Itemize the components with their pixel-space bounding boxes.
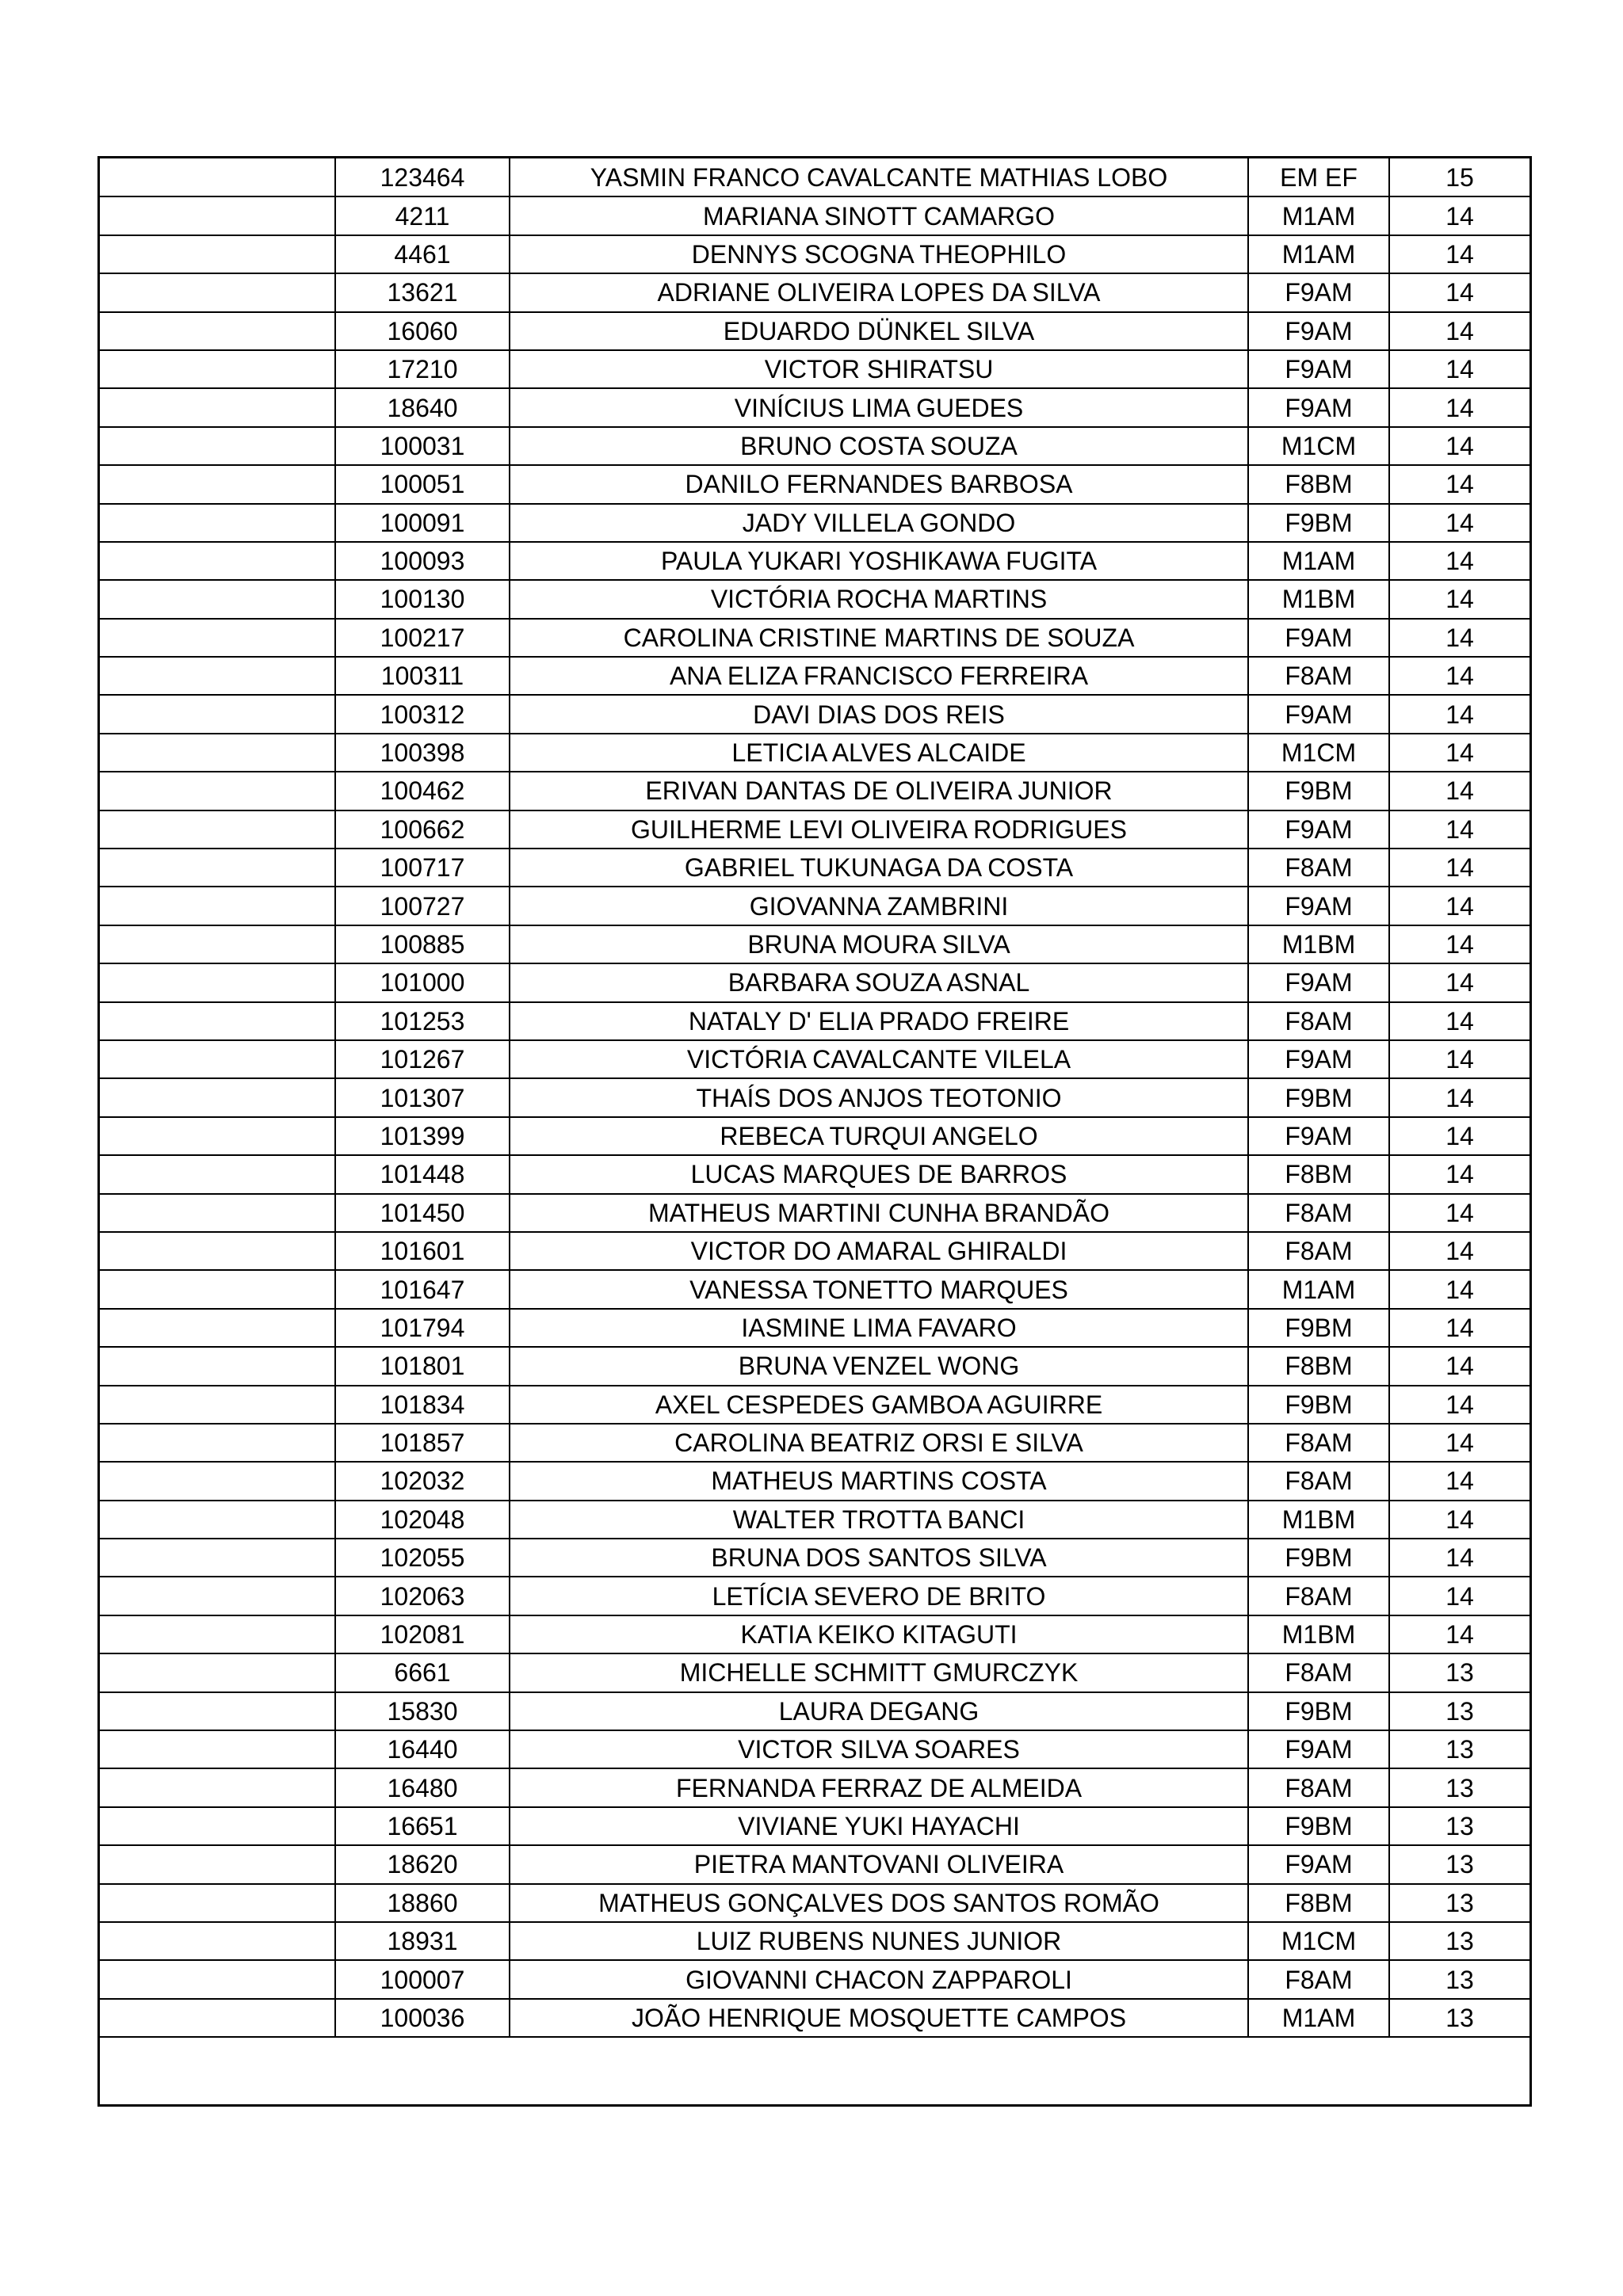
class-cell: F9AM	[1248, 273, 1389, 311]
student-name-cell: VICTÓRIA ROCHA MARTINS	[510, 580, 1248, 618]
score-cell: 13	[1389, 1960, 1529, 1998]
student-id-cell: 102055	[335, 1539, 510, 1577]
student-id-cell: 100036	[335, 1999, 510, 2037]
student-id-cell: 15830	[335, 1692, 510, 1730]
blank-cell	[100, 1653, 335, 1691]
table-row	[100, 1155, 1529, 1193]
student-id-cell: 18860	[335, 1884, 510, 1922]
score-cell: 14	[1389, 1155, 1529, 1193]
score-cell: 13	[1389, 1692, 1529, 1730]
blank-cell	[100, 695, 335, 733]
class-cell: F9BM	[1248, 1386, 1389, 1424]
class-cell: M1AM	[1248, 196, 1389, 235]
student-name-cell: MATHEUS MARTINS COSTA	[510, 1462, 1248, 1500]
score-cell: 14	[1389, 1539, 1529, 1577]
blank-cell	[100, 1078, 335, 1116]
class-cell: M1CM	[1248, 734, 1389, 772]
table-row	[100, 695, 1529, 733]
student-id-cell: 4211	[335, 196, 510, 235]
blank-cell	[100, 1117, 335, 1155]
student-id-cell: 101267	[335, 1040, 510, 1078]
student-name-cell: VINÍCIUS LIMA GUEDES	[510, 388, 1248, 426]
table-row	[100, 312, 1529, 350]
blank-cell	[100, 1386, 335, 1424]
score-cell: 14	[1389, 1347, 1529, 1385]
student-name-cell: FERNANDA FERRAZ DE ALMEIDA	[510, 1768, 1248, 1806]
student-name-cell: DAVI DIAS DOS REIS	[510, 695, 1248, 733]
table-row	[100, 1424, 1529, 1462]
class-cell: F9AM	[1248, 312, 1389, 350]
blank-cell	[100, 1539, 335, 1577]
class-cell: M1AM	[1248, 1999, 1389, 2037]
table-row	[100, 810, 1529, 849]
blank-cell	[100, 963, 335, 1001]
student-name-cell: LETÍCIA SEVERO DE BRITO	[510, 1577, 1248, 1615]
blank-cell	[100, 312, 335, 350]
student-name-cell: BRUNA DOS SANTOS SILVA	[510, 1539, 1248, 1577]
score-cell: 14	[1389, 427, 1529, 465]
score-cell: 13	[1389, 1845, 1529, 1883]
score-cell: 14	[1389, 1577, 1529, 1615]
student-name-cell: DENNYS SCOGNA THEOPHILO	[510, 235, 1248, 273]
score-cell: 14	[1389, 1040, 1529, 1078]
score-cell: 13	[1389, 1768, 1529, 1806]
table-row	[100, 1002, 1529, 1040]
blank-cell	[100, 1615, 335, 1653]
blank-cell	[100, 772, 335, 810]
student-id-cell: 101000	[335, 963, 510, 1001]
score-cell: 14	[1389, 849, 1529, 887]
student-id-cell: 16480	[335, 1768, 510, 1806]
student-name-cell: VICTOR DO AMARAL GHIRALDI	[510, 1232, 1248, 1270]
class-cell: M1CM	[1248, 427, 1389, 465]
class-cell: M1AM	[1248, 542, 1389, 580]
blank-cell	[100, 619, 335, 657]
student-name-cell: VICTOR SILVA SOARES	[510, 1730, 1248, 1768]
score-cell: 14	[1389, 1615, 1529, 1653]
class-cell: F8BM	[1248, 465, 1389, 503]
student-name-cell: LAURA DEGANG	[510, 1692, 1248, 1730]
class-cell: F9AM	[1248, 1845, 1389, 1883]
student-id-cell: 18931	[335, 1922, 510, 1960]
score-cell: 14	[1389, 312, 1529, 350]
blank-cell	[100, 1960, 335, 1998]
blank-cell	[100, 1884, 335, 1922]
student-id-cell: 100051	[335, 465, 510, 503]
class-cell: M1BM	[1248, 1501, 1389, 1539]
student-id-cell: 100312	[335, 695, 510, 733]
class-cell: F8AM	[1248, 1577, 1389, 1615]
class-cell: F8AM	[1248, 1653, 1389, 1691]
class-cell: F8AM	[1248, 1002, 1389, 1040]
blank-cell	[100, 427, 335, 465]
blank-cell	[100, 504, 335, 542]
score-cell: 13	[1389, 1884, 1529, 1922]
table-row	[100, 1768, 1529, 1806]
table-row	[100, 1078, 1529, 1116]
table-row	[100, 1845, 1529, 1883]
blank-cell	[100, 1194, 335, 1232]
student-name-cell: LUIZ RUBENS NUNES JUNIOR	[510, 1922, 1248, 1960]
student-id-cell: 100093	[335, 542, 510, 580]
table-row	[100, 158, 1529, 196]
class-cell: M1BM	[1248, 1615, 1389, 1653]
score-cell: 14	[1389, 1270, 1529, 1308]
table-row	[100, 1730, 1529, 1768]
student-name-cell: VICTÓRIA CAVALCANTE VILELA	[510, 1040, 1248, 1078]
blank-cell	[100, 1768, 335, 1806]
student-id-cell: 101450	[335, 1194, 510, 1232]
table-row	[100, 1922, 1529, 1960]
blank-cell	[100, 1002, 335, 1040]
score-cell: 15	[1389, 158, 1529, 196]
table-row	[100, 1615, 1529, 1653]
student-id-cell: 102048	[335, 1501, 510, 1539]
score-cell: 14	[1389, 235, 1529, 273]
student-name-cell: PAULA YUKARI YOSHIKAWA FUGITA	[510, 542, 1248, 580]
class-cell: F9BM	[1248, 1807, 1389, 1845]
student-id-cell: 100091	[335, 504, 510, 542]
table-row	[100, 1040, 1529, 1078]
class-cell: M1CM	[1248, 1922, 1389, 1960]
table-row	[100, 196, 1529, 235]
student-id-cell: 101307	[335, 1078, 510, 1116]
score-cell: 14	[1389, 619, 1529, 657]
student-name-cell: VANESSA TONETTO MARQUES	[510, 1270, 1248, 1308]
score-cell: 14	[1389, 1002, 1529, 1040]
score-cell: 14	[1389, 273, 1529, 311]
student-name-cell: NATALY D' ELIA PRADO FREIRE	[510, 1002, 1248, 1040]
score-cell: 13	[1389, 1730, 1529, 1768]
student-id-cell: 101857	[335, 1424, 510, 1462]
class-cell: F8BM	[1248, 1884, 1389, 1922]
score-cell: 14	[1389, 772, 1529, 810]
student-name-cell: KATIA KEIKO KITAGUTI	[510, 1615, 1248, 1653]
score-cell: 14	[1389, 542, 1529, 580]
blank-cell	[100, 273, 335, 311]
class-cell: F8AM	[1248, 849, 1389, 887]
student-id-cell: 16440	[335, 1730, 510, 1768]
class-cell: F8AM	[1248, 1232, 1389, 1270]
table-row	[100, 1807, 1529, 1845]
student-name-cell: REBECA TURQUI ANGELO	[510, 1117, 1248, 1155]
score-cell: 14	[1389, 887, 1529, 925]
student-name-cell: ANA ELIZA FRANCISCO FERREIRA	[510, 657, 1248, 695]
student-id-cell: 101647	[335, 1270, 510, 1308]
table-row	[100, 273, 1529, 311]
score-cell: 14	[1389, 465, 1529, 503]
blank-cell	[100, 887, 335, 925]
table-row	[100, 657, 1529, 695]
score-cell: 14	[1389, 1501, 1529, 1539]
class-cell: F8AM	[1248, 1768, 1389, 1806]
student-name-cell: BRUNO COSTA SOUZA	[510, 427, 1248, 465]
student-name-cell: GABRIEL TUKUNAGA DA COSTA	[510, 849, 1248, 887]
class-cell: M1AM	[1248, 1270, 1389, 1308]
student-name-cell: WALTER TROTTA BANCI	[510, 1501, 1248, 1539]
student-name-cell: GIOVANNI CHACON ZAPPAROLI	[510, 1960, 1248, 1998]
student-name-cell: MATHEUS MARTINI CUNHA BRANDÃO	[510, 1194, 1248, 1232]
student-name-cell: BRUNA MOURA SILVA	[510, 925, 1248, 963]
student-name-cell: VICTOR SHIRATSU	[510, 350, 1248, 388]
table-row	[100, 772, 1529, 810]
table-row	[100, 1117, 1529, 1155]
blank-cell	[100, 1577, 335, 1615]
class-cell: F8AM	[1248, 1194, 1389, 1232]
blank-cell	[100, 1922, 335, 1960]
student-id-cell: 16651	[335, 1807, 510, 1845]
student-name-cell: CAROLINA BEATRIZ ORSI E SILVA	[510, 1424, 1248, 1462]
score-cell: 14	[1389, 580, 1529, 618]
student-id-cell: 4461	[335, 235, 510, 273]
student-name-cell: IASMINE LIMA FAVARO	[510, 1309, 1248, 1347]
blank-cell	[100, 1845, 335, 1883]
blank-cell	[100, 580, 335, 618]
class-cell: F8BM	[1248, 1155, 1389, 1193]
score-cell: 14	[1389, 1386, 1529, 1424]
student-name-cell: BRUNA VENZEL WONG	[510, 1347, 1248, 1385]
blank-cell	[100, 1462, 335, 1500]
student-name-cell: GIOVANNA ZAMBRINI	[510, 887, 1248, 925]
table-row	[100, 963, 1529, 1001]
score-cell: 14	[1389, 504, 1529, 542]
class-cell: F9BM	[1248, 504, 1389, 542]
table-row	[100, 1999, 1529, 2037]
student-id-cell: 100311	[335, 657, 510, 695]
student-name-cell: GUILHERME LEVI OLIVEIRA RODRIGUES	[510, 810, 1248, 849]
blank-cell	[100, 196, 335, 235]
score-cell: 14	[1389, 734, 1529, 772]
score-cell: 14	[1389, 1117, 1529, 1155]
class-cell: F8AM	[1248, 1462, 1389, 1500]
student-id-cell: 18620	[335, 1845, 510, 1883]
student-id-cell: 100662	[335, 810, 510, 849]
student-name-cell: VIVIANE YUKI HAYACHI	[510, 1807, 1248, 1845]
score-cell: 14	[1389, 196, 1529, 235]
blank-cell	[100, 1040, 335, 1078]
student-id-cell: 101834	[335, 1386, 510, 1424]
table-row	[100, 887, 1529, 925]
student-name-cell: YASMIN FRANCO CAVALCANTE MATHIAS LOBO	[510, 158, 1248, 196]
table-row	[100, 1270, 1529, 1308]
class-cell: F9AM	[1248, 619, 1389, 657]
student-id-cell: 102032	[335, 1462, 510, 1500]
student-id-cell: 100885	[335, 925, 510, 963]
class-cell: F8AM	[1248, 657, 1389, 695]
score-cell: 14	[1389, 1078, 1529, 1116]
student-name-cell: MICHELLE SCHMITT GMURCZYK	[510, 1653, 1248, 1691]
table-row	[100, 1386, 1529, 1424]
student-id-cell: 101253	[335, 1002, 510, 1040]
table-row	[100, 1960, 1529, 1998]
student-id-cell: 100727	[335, 887, 510, 925]
blank-cell	[100, 1309, 335, 1347]
blank-cell	[100, 1347, 335, 1385]
student-id-cell: 100462	[335, 772, 510, 810]
class-cell: F9AM	[1248, 810, 1389, 849]
class-cell: F8BM	[1248, 1347, 1389, 1385]
blank-cell	[100, 1999, 335, 2037]
student-id-cell: 100717	[335, 849, 510, 887]
table-row	[100, 1309, 1529, 1347]
student-id-cell: 17210	[335, 350, 510, 388]
student-id-cell: 101801	[335, 1347, 510, 1385]
student-id-cell: 101794	[335, 1309, 510, 1347]
table-row	[100, 1692, 1529, 1730]
blank-cell	[100, 1232, 335, 1270]
student-name-cell: LETICIA ALVES ALCAIDE	[510, 734, 1248, 772]
class-cell: F9AM	[1248, 887, 1389, 925]
student-name-cell: BARBARA SOUZA ASNAL	[510, 963, 1248, 1001]
class-cell: F8AM	[1248, 1424, 1389, 1462]
blank-cell	[100, 1270, 335, 1308]
class-cell: F9AM	[1248, 1040, 1389, 1078]
student-id-cell: 100007	[335, 1960, 510, 1998]
table-row	[100, 1232, 1529, 1270]
table-row	[100, 504, 1529, 542]
student-id-cell: 100130	[335, 580, 510, 618]
student-id-cell: 18640	[335, 388, 510, 426]
score-cell: 13	[1389, 1999, 1529, 2037]
table-row	[100, 1653, 1529, 1691]
class-cell: M1AM	[1248, 235, 1389, 273]
table-row	[100, 925, 1529, 963]
table-row	[100, 542, 1529, 580]
student-name-cell: JADY VILLELA GONDO	[510, 504, 1248, 542]
table-row	[100, 619, 1529, 657]
table-row	[100, 1462, 1529, 1500]
class-cell: F9AM	[1248, 1730, 1389, 1768]
student-name-cell: PIETRA MANTOVANI OLIVEIRA	[510, 1845, 1248, 1883]
class-cell: F9BM	[1248, 1539, 1389, 1577]
score-cell: 14	[1389, 695, 1529, 733]
table-row	[100, 465, 1529, 503]
blank-cell	[100, 734, 335, 772]
table-row	[100, 1884, 1529, 1922]
student-name-cell: DANILO FERNANDES BARBOSA	[510, 465, 1248, 503]
score-cell: 14	[1389, 1424, 1529, 1462]
student-id-cell: 102081	[335, 1615, 510, 1653]
blank-cell	[100, 1155, 335, 1193]
table-row	[100, 350, 1529, 388]
blank-cell	[100, 350, 335, 388]
class-cell: F9BM	[1248, 772, 1389, 810]
score-cell: 14	[1389, 1309, 1529, 1347]
class-cell: EM EF	[1248, 158, 1389, 196]
blank-cell	[100, 1730, 335, 1768]
table-row	[100, 1347, 1529, 1385]
student-name-cell: JOÃO HENRIQUE MOSQUETTE CAMPOS	[510, 1999, 1248, 2037]
score-cell: 14	[1389, 350, 1529, 388]
blank-cell	[100, 1424, 335, 1462]
score-cell: 13	[1389, 1653, 1529, 1691]
student-name-cell: ERIVAN DANTAS DE OLIVEIRA JUNIOR	[510, 772, 1248, 810]
student-name-cell: LUCAS MARQUES DE BARROS	[510, 1155, 1248, 1193]
results-table-container	[97, 156, 1532, 2107]
class-cell: F9BM	[1248, 1309, 1389, 1347]
student-id-cell: 100398	[335, 734, 510, 772]
student-name-cell: MARIANA SINOTT CAMARGO	[510, 196, 1248, 235]
results-table	[100, 158, 1529, 2038]
blank-cell	[100, 657, 335, 695]
blank-cell	[100, 158, 335, 196]
table-row	[100, 235, 1529, 273]
score-cell: 14	[1389, 963, 1529, 1001]
student-name-cell: ADRIANE OLIVEIRA LOPES DA SILVA	[510, 273, 1248, 311]
class-cell: F8AM	[1248, 1960, 1389, 1998]
blank-cell	[100, 235, 335, 273]
score-cell: 14	[1389, 388, 1529, 426]
score-cell: 14	[1389, 1194, 1529, 1232]
blank-cell	[100, 849, 335, 887]
class-cell: F9AM	[1248, 1117, 1389, 1155]
blank-cell	[100, 1692, 335, 1730]
student-id-cell: 13621	[335, 273, 510, 311]
table-row	[100, 388, 1529, 426]
student-id-cell: 16060	[335, 312, 510, 350]
table-row	[100, 1577, 1529, 1615]
student-id-cell: 102063	[335, 1577, 510, 1615]
blank-cell	[100, 925, 335, 963]
table-row	[100, 1194, 1529, 1232]
blank-cell	[100, 1501, 335, 1539]
student-id-cell: 101601	[335, 1232, 510, 1270]
blank-cell	[100, 1807, 335, 1845]
student-id-cell: 101399	[335, 1117, 510, 1155]
score-cell: 14	[1389, 657, 1529, 695]
score-cell: 14	[1389, 1462, 1529, 1500]
score-cell: 14	[1389, 810, 1529, 849]
student-name-cell: MATHEUS GONÇALVES DOS SANTOS ROMÃO	[510, 1884, 1248, 1922]
table-row	[100, 580, 1529, 618]
student-name-cell: THAÍS DOS ANJOS TEOTONIO	[510, 1078, 1248, 1116]
class-cell: F9AM	[1248, 695, 1389, 733]
blank-cell	[100, 542, 335, 580]
class-cell: F9AM	[1248, 388, 1389, 426]
class-cell: F9AM	[1248, 963, 1389, 1001]
student-id-cell: 100031	[335, 427, 510, 465]
class-cell: F9BM	[1248, 1078, 1389, 1116]
score-cell: 13	[1389, 1922, 1529, 1960]
score-cell: 14	[1389, 925, 1529, 963]
student-id-cell: 100217	[335, 619, 510, 657]
student-id-cell: 6661	[335, 1653, 510, 1691]
table-row	[100, 1539, 1529, 1577]
student-name-cell: CAROLINA CRISTINE MARTINS DE SOUZA	[510, 619, 1248, 657]
class-cell: M1BM	[1248, 580, 1389, 618]
table-row	[100, 1501, 1529, 1539]
student-id-cell: 101448	[335, 1155, 510, 1193]
table-row	[100, 734, 1529, 772]
class-cell: F9AM	[1248, 350, 1389, 388]
student-id-cell: 123464	[335, 158, 510, 196]
score-cell: 13	[1389, 1807, 1529, 1845]
results-table-body	[100, 158, 1529, 2037]
table-row	[100, 849, 1529, 887]
blank-cell	[100, 810, 335, 849]
blank-cell	[100, 388, 335, 426]
student-name-cell: EDUARDO DÜNKEL SILVA	[510, 312, 1248, 350]
class-cell: F9BM	[1248, 1692, 1389, 1730]
table-row	[100, 427, 1529, 465]
student-name-cell: AXEL CESPEDES GAMBOA AGUIRRE	[510, 1386, 1248, 1424]
class-cell: M1BM	[1248, 925, 1389, 963]
score-cell: 14	[1389, 1232, 1529, 1270]
blank-cell	[100, 465, 335, 503]
